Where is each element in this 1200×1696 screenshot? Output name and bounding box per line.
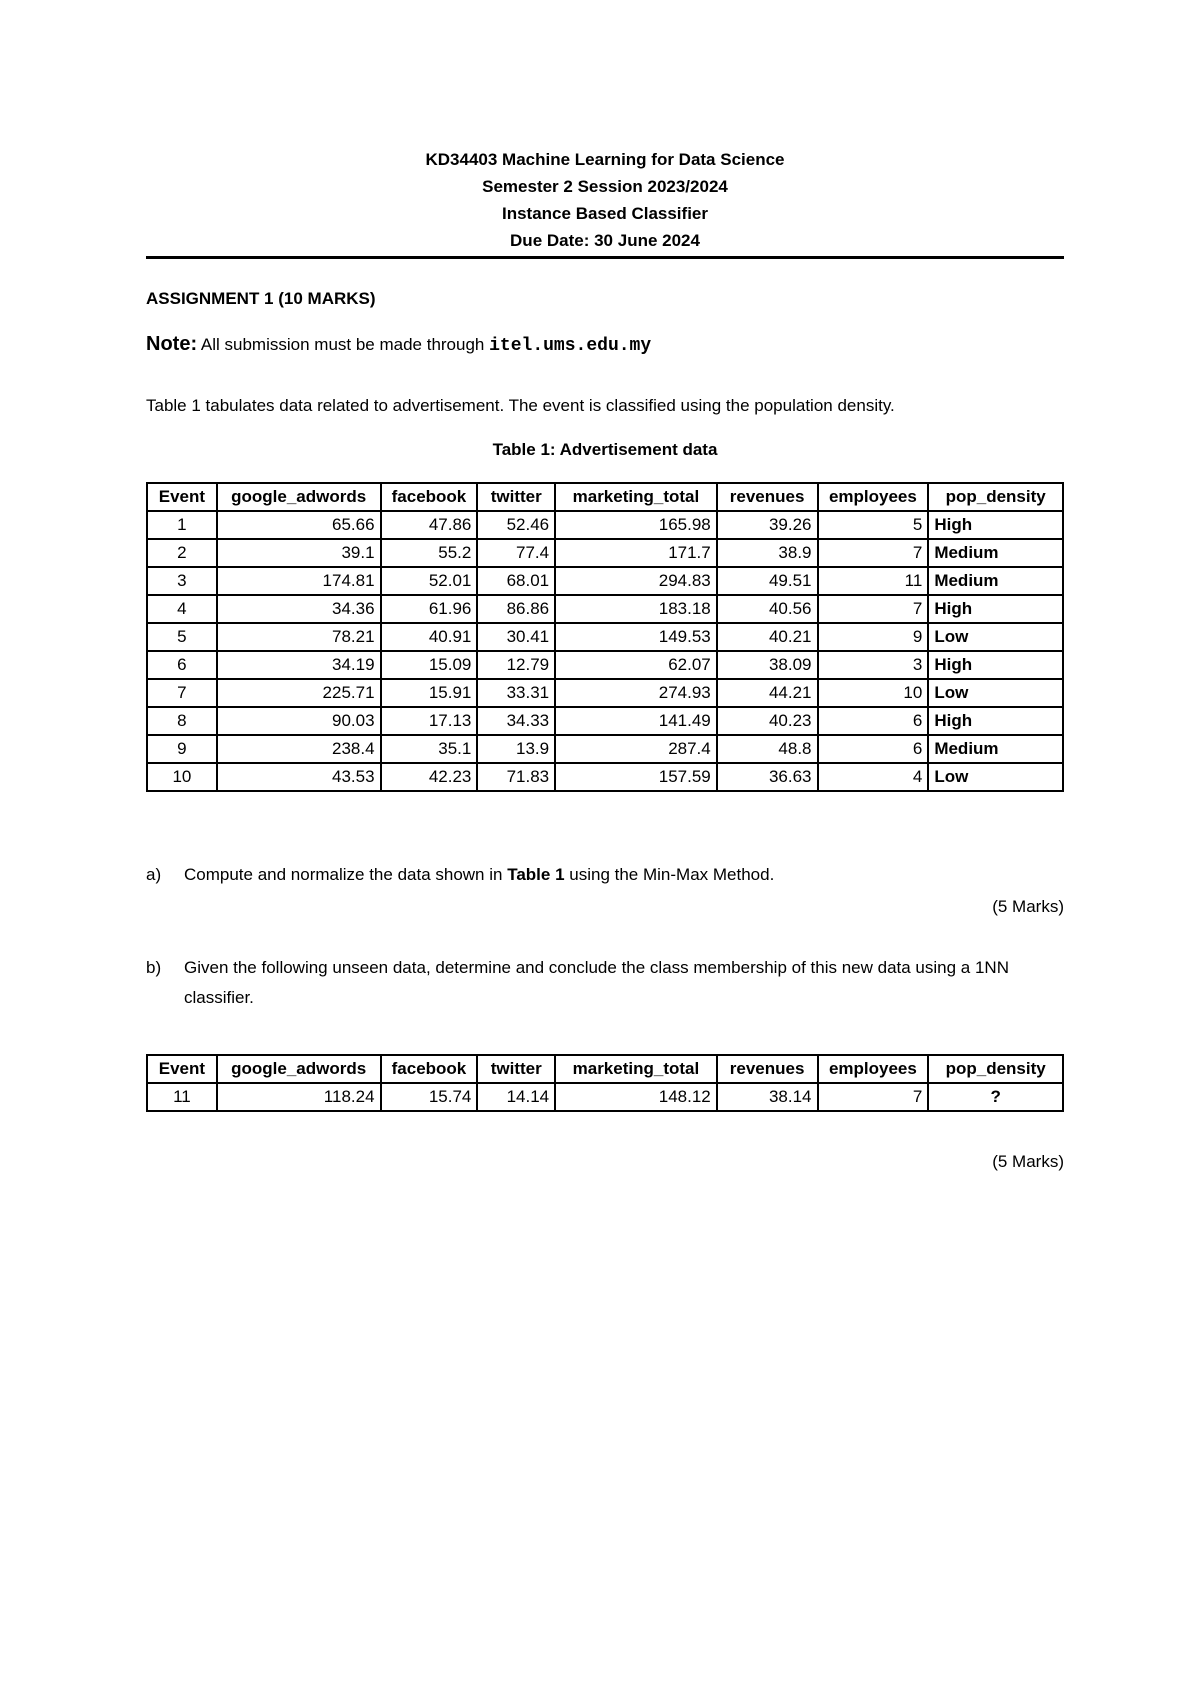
table-cell: 294.83 [555,567,717,595]
table-cell: 225.71 [217,679,381,707]
table-cell: 171.7 [555,539,717,567]
assignment-title: ASSIGNMENT 1 (10 MARKS) [146,289,376,308]
table-cell: 8 [147,707,217,735]
column-header: employees [818,1055,929,1083]
table-cell: 9 [818,623,929,651]
column-header: marketing_total [555,1055,717,1083]
table-cell: 15.09 [381,651,478,679]
column-header: marketing_total [555,483,717,511]
table-cell: 17.13 [381,707,478,735]
table-row [147,595,1063,623]
semester-line: Semester 2 Session 2023/2024 [482,177,728,196]
table-cell: High [928,595,1063,623]
column-header: pop_density [928,1055,1063,1083]
table-cell: 55.2 [381,539,478,567]
column-header: google_adwords [217,483,381,511]
table-row [147,763,1063,791]
question-b [146,953,1064,1007]
table-cell: High [928,707,1063,735]
table-cell: 287.4 [555,735,717,763]
column-header: twitter [477,1055,555,1083]
table-cell: 7 [818,539,929,567]
table-cell: 118.24 [217,1083,381,1111]
table-cell: 9 [147,735,217,763]
table-cell: 43.53 [217,763,381,791]
table2-header-row [147,1055,1063,1083]
table-cell: 34.36 [217,595,381,623]
topic-line: Instance Based Classifier [502,204,708,223]
table-cell: 34.33 [477,707,555,735]
column-header: pop_density [928,483,1063,511]
table-row [147,539,1063,567]
table-cell: 7 [147,679,217,707]
table-cell: 48.8 [717,735,818,763]
column-header: google_adwords [217,1055,381,1083]
table-cell: Medium [928,539,1063,567]
question-a-marks: (5 Marks) [992,897,1064,916]
note-text: All submission must be made through [200,335,485,354]
column-header: facebook [381,483,478,511]
table-cell: 47.86 [381,511,478,539]
table-cell: 6 [147,651,217,679]
table1-header-row [147,483,1063,511]
table-cell: 5 [147,623,217,651]
table-cell: 238.4 [217,735,381,763]
course-title: KD34403 Machine Learning for Data Science [425,150,785,169]
column-header: revenues [717,1055,818,1083]
table-cell: Low [928,623,1063,651]
table-cell: 14.14 [477,1083,555,1111]
table-cell: 77.4 [477,539,555,567]
table-cell: 11 [147,1083,217,1111]
table-cell: 39.1 [217,539,381,567]
table-cell: 4 [818,763,929,791]
table-cell: 38.9 [717,539,818,567]
table-cell: 34.19 [217,651,381,679]
table-cell: 71.83 [477,763,555,791]
table-cell: 38.14 [717,1083,818,1111]
table-cell: 78.21 [217,623,381,651]
submission-site: itel.ums.edu.my [489,336,652,356]
table-cell: 148.12 [555,1083,717,1111]
table-row [147,707,1063,735]
table-row [147,623,1063,651]
table-cell: 39.26 [717,511,818,539]
table-cell: 38.09 [717,651,818,679]
note-label: Note: [146,333,198,355]
submission-note [146,333,651,356]
header-divider [146,256,1064,259]
table-cell: 35.1 [381,735,478,763]
column-header: revenues [717,483,818,511]
advertisement-table [146,482,1064,792]
question-a-table-ref: Table 1 [507,865,565,884]
table-cell: 44.21 [717,679,818,707]
question-a [146,865,1064,885]
table-cell: 40.23 [717,707,818,735]
table-cell: High [928,651,1063,679]
table-cell: 33.31 [477,679,555,707]
due-date: Due Date: 30 June 2024 [510,231,700,250]
table-cell: 174.81 [217,567,381,595]
table-cell: Low [928,679,1063,707]
table-cell: 68.01 [477,567,555,595]
table-row [147,679,1063,707]
table-cell: 36.63 [717,763,818,791]
table-cell: 157.59 [555,763,717,791]
table-row [147,567,1063,595]
table1-body [147,511,1063,791]
table-row [147,1083,1063,1111]
table-cell: 52.46 [477,511,555,539]
question-b-text: Given the following unseen data, determine and conclude the class membership of this new data using a 1NN classifier. [184,958,1009,1007]
table-cell: 183.18 [555,595,717,623]
question-b-label: b) [146,958,162,977]
table-cell: 90.03 [217,707,381,735]
table-cell: 40.56 [717,595,818,623]
table-cell: 141.49 [555,707,717,735]
table-cell: 49.51 [717,567,818,595]
table-row [147,651,1063,679]
question-a-label: a) [146,865,162,884]
table-cell: 61.96 [381,595,478,623]
question-a-text-end: using the Min-Max Method. [569,865,775,884]
table-cell: 3 [147,567,217,595]
table-cell: 12.79 [477,651,555,679]
table1-caption: Table 1: Advertisement data [492,440,718,459]
column-header: Event [147,483,217,511]
table-cell: 6 [818,735,929,763]
table-cell: ? [928,1083,1063,1111]
table-cell: Low [928,763,1063,791]
table-cell: Medium [928,735,1063,763]
table-cell: 4 [147,595,217,623]
table-cell: 149.53 [555,623,717,651]
table-cell: 62.07 [555,651,717,679]
table-cell: 15.74 [381,1083,478,1111]
table-cell: 30.41 [477,623,555,651]
table-cell: 1 [147,511,217,539]
table-cell: 3 [818,651,929,679]
table-cell: 10 [818,679,929,707]
table-cell: 5 [818,511,929,539]
column-header: twitter [477,483,555,511]
table-cell: 165.98 [555,511,717,539]
table-cell: 15.91 [381,679,478,707]
table-cell: 6 [818,707,929,735]
table-row [147,511,1063,539]
question-a-text: Compute and normalize the data shown in [184,865,503,884]
table-cell: 274.93 [555,679,717,707]
document-header [146,146,1064,254]
table-cell: 7 [818,595,929,623]
table-row [147,735,1063,763]
table-cell: 11 [818,567,929,595]
table-cell: 52.01 [381,567,478,595]
table-cell: 10 [147,763,217,791]
column-header: employees [818,483,929,511]
table-cell: 2 [147,539,217,567]
table-cell: 7 [818,1083,929,1111]
table-cell: 40.21 [717,623,818,651]
table-cell: 42.23 [381,763,478,791]
intro-paragraph: Table 1 tabulates data related to advertisement. The event is classified using the population density. [146,396,895,415]
table-cell: High [928,511,1063,539]
column-header: Event [147,1055,217,1083]
table-cell: 40.91 [381,623,478,651]
question-b-marks: (5 Marks) [992,1152,1064,1171]
table-cell: Medium [928,567,1063,595]
unseen-data-table [146,1054,1064,1112]
table-cell: 86.86 [477,595,555,623]
column-header: facebook [381,1055,478,1083]
table-cell: 13.9 [477,735,555,763]
table-cell: 65.66 [217,511,381,539]
